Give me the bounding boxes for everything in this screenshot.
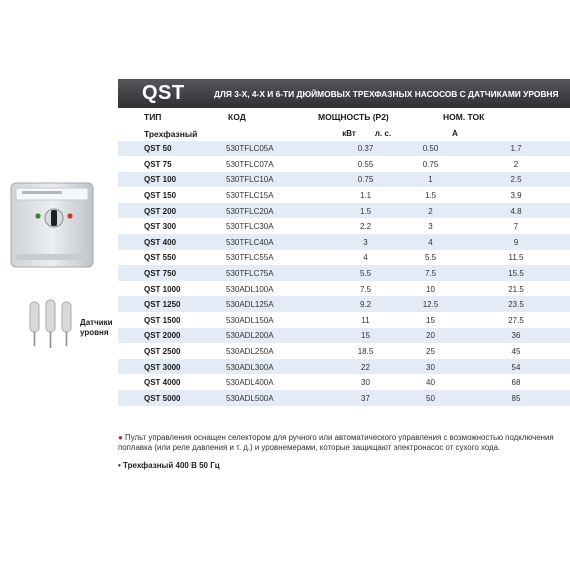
unit-kw: кВт <box>342 129 356 138</box>
row-type: QST 750 <box>118 266 218 282</box>
row-amp: 4.8 <box>468 203 570 219</box>
row-code: 530TFLC15A <box>218 188 338 204</box>
row-kw: 5.5 <box>338 266 393 282</box>
row-code: 530ADL400A <box>218 375 338 391</box>
row-type: QST 2000 <box>118 328 218 344</box>
row-type: QST 550 <box>118 250 218 266</box>
row-amp: 54 <box>468 359 570 375</box>
control-box-image <box>8 180 96 272</box>
col-subtype-label: Трехфазный <box>144 129 198 139</box>
row-amp: 85 <box>468 391 570 407</box>
row-kw: 15 <box>338 328 393 344</box>
sensors-caption-line1: Датчики <box>80 318 113 327</box>
row-code: 530TFLC05A <box>218 141 338 157</box>
row-code: 530ADL300A <box>218 359 338 375</box>
table-row <box>118 188 570 204</box>
row-kw: 18.5 <box>338 344 393 360</box>
row-hp: 30 <box>393 359 468 375</box>
row-type: QST 1000 <box>118 281 218 297</box>
row-hp: 10 <box>393 281 468 297</box>
row-kw: 1.5 <box>338 203 393 219</box>
row-type: QST 1500 <box>118 313 218 329</box>
row-hp: 5.5 <box>393 250 468 266</box>
row-kw: 37 <box>338 391 393 407</box>
table-row <box>118 157 570 173</box>
table-row <box>118 313 570 329</box>
table-row <box>118 328 570 344</box>
row-code: 530TFLC30A <box>218 219 338 235</box>
table-row <box>118 219 570 235</box>
row-type: QST 1250 <box>118 297 218 313</box>
row-type: QST 4000 <box>118 375 218 391</box>
row-amp: 9 <box>468 235 570 251</box>
table-row <box>118 375 570 391</box>
row-code: 530TFLC07A <box>218 157 338 173</box>
row-amp: 45 <box>468 344 570 360</box>
note-voltage: • Трехфазный 400 В 50 Гц <box>118 461 220 470</box>
row-amp: 2.5 <box>468 172 570 188</box>
note-text: Пульт управления оснащен селектором для ручного или автоматического управления с возможностью подключения поплавка (или реле давления и т. д.) и уровнемерами, которые защищают электронасос от сухого хода. <box>118 433 554 453</box>
row-hp: 1.5 <box>393 188 468 204</box>
col-power-header: МОЩНОСТЬ (P2) <box>318 112 389 122</box>
col-current-header: НОМ. ТОК <box>443 112 485 122</box>
row-type: QST 50 <box>118 141 218 157</box>
row-amp: 15.5 <box>468 266 570 282</box>
row-type: QST 100 <box>118 172 218 188</box>
row-type: QST 5000 <box>118 391 218 407</box>
row-hp: 1 <box>393 172 468 188</box>
row-type: QST 400 <box>118 235 218 251</box>
row-kw: 0.37 <box>338 141 393 157</box>
row-amp: 27.5 <box>468 313 570 329</box>
spec-table <box>118 141 570 407</box>
row-amp: 1.7 <box>468 141 570 157</box>
table-row <box>118 235 570 251</box>
table-row <box>118 203 570 219</box>
row-kw: 9.2 <box>338 297 393 313</box>
row-kw: 0.55 <box>338 157 393 173</box>
row-kw: 2.2 <box>338 219 393 235</box>
table-row <box>118 359 570 375</box>
row-code: 530ADL100A <box>218 281 338 297</box>
row-hp: 3 <box>393 219 468 235</box>
row-hp: 0.75 <box>393 157 468 173</box>
row-code: 530TFLC55A <box>218 250 338 266</box>
row-kw: 0.75 <box>338 172 393 188</box>
table-row <box>118 141 570 157</box>
row-kw: 30 <box>338 375 393 391</box>
row-type: QST 300 <box>118 219 218 235</box>
row-code: 530TFLC40A <box>218 235 338 251</box>
row-kw: 11 <box>338 313 393 329</box>
row-kw: 3 <box>338 235 393 251</box>
row-code: 530TFLC75A <box>218 266 338 282</box>
row-kw: 7.5 <box>338 281 393 297</box>
row-type: QST 3000 <box>118 359 218 375</box>
table-row <box>118 391 570 407</box>
row-code: 530ADL500A <box>218 391 338 407</box>
row-code: 530ADL200A <box>218 328 338 344</box>
row-amp: 21.5 <box>468 281 570 297</box>
level-sensors-image <box>26 296 78 350</box>
table-row <box>118 297 570 313</box>
row-type: QST 2500 <box>118 344 218 360</box>
table-row <box>118 266 570 282</box>
row-kw: 4 <box>338 250 393 266</box>
row-amp: 23.5 <box>468 297 570 313</box>
table-row <box>118 250 570 266</box>
row-hp: 15 <box>393 313 468 329</box>
product-code-title: QST <box>142 82 185 104</box>
col-type-header: ТИП <box>144 112 162 122</box>
col-code-header: КОД <box>228 112 246 122</box>
table-row <box>118 281 570 297</box>
row-hp: 50 <box>393 391 468 407</box>
row-kw: 22 <box>338 359 393 375</box>
sensors-caption-line2: уровня <box>80 328 109 337</box>
row-hp: 0.50 <box>393 141 468 157</box>
row-code: 530ADL125A <box>218 297 338 313</box>
table-row <box>118 344 570 360</box>
row-amp: 36 <box>468 328 570 344</box>
row-type: QST 200 <box>118 203 218 219</box>
row-amp: 68 <box>468 375 570 391</box>
row-amp: 3.9 <box>468 188 570 204</box>
unit-amp: А <box>452 129 458 138</box>
row-type: QST 150 <box>118 188 218 204</box>
row-hp: 2 <box>393 203 468 219</box>
row-hp: 40 <box>393 375 468 391</box>
row-code: 530ADL150A <box>218 313 338 329</box>
row-hp: 20 <box>393 328 468 344</box>
header-banner <box>118 79 570 108</box>
row-kw: 1.1 <box>338 188 393 204</box>
row-amp: 7 <box>468 219 570 235</box>
row-type: QST 75 <box>118 157 218 173</box>
row-hp: 12.5 <box>393 297 468 313</box>
banner-description: ДЛЯ 3-Х, 4-Х И 6-ТИ ДЮЙМОВЫХ ТРЕХФАЗНЫХ НАСОСОВ С ДАТЧИКАМИ УРОВНЯ <box>214 88 559 99</box>
row-hp: 25 <box>393 344 468 360</box>
red-bullet-icon: ● <box>118 433 123 442</box>
row-amp: 2 <box>468 157 570 173</box>
row-code: 530TFLC20A <box>218 203 338 219</box>
unit-hp: л. с. <box>374 129 392 138</box>
row-code: 530ADL250A <box>218 344 338 360</box>
row-code: 530TFLC10A <box>218 172 338 188</box>
table-row <box>118 172 570 188</box>
row-hp: 7.5 <box>393 266 468 282</box>
row-hp: 4 <box>393 235 468 251</box>
row-amp: 11.5 <box>468 250 570 266</box>
note-control-panel <box>118 433 570 454</box>
sensors-caption <box>80 318 113 338</box>
